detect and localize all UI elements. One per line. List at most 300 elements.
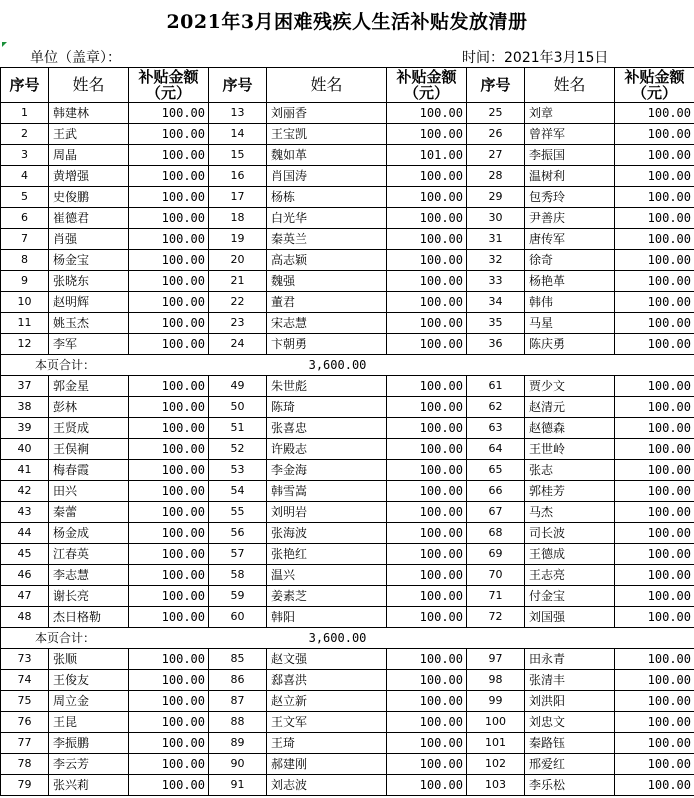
subtotal-label: 本页合计： (1, 355, 209, 376)
name-cell[interactable]: 王德成 (525, 544, 615, 565)
name-cell[interactable]: 刘明岩 (267, 502, 387, 523)
amount-cell[interactable]: 100.00 (129, 229, 209, 250)
name-cell[interactable]: 韩雪嵩 (267, 481, 387, 502)
name-cell[interactable]: 李振鹏 (49, 733, 129, 754)
seq-cell[interactable]: 73 (1, 649, 49, 670)
seq-cell[interactable]: 67 (467, 502, 525, 523)
seq-cell[interactable]: 1 (1, 103, 49, 124)
name-cell[interactable]: 张晓东 (49, 271, 129, 292)
time-label: 时间： (462, 50, 504, 66)
name-cell[interactable]: 贾少文 (525, 376, 615, 397)
amount-cell[interactable]: 100.00 (387, 502, 467, 523)
amount-cell[interactable]: 100.00 (129, 544, 209, 565)
amount-cell[interactable]: 100.00 (387, 712, 467, 733)
name-cell[interactable]: 王志亮 (525, 565, 615, 586)
seq-cell[interactable]: 65 (467, 460, 525, 481)
amount-cell[interactable]: 100.00 (129, 481, 209, 502)
seq-cell[interactable]: 56 (209, 523, 267, 544)
amount-cell[interactable]: 100.00 (387, 187, 467, 208)
seq-cell[interactable]: 11 (1, 313, 49, 334)
amount-cell[interactable]: 100.00 (615, 775, 694, 796)
seq-cell[interactable]: 15 (209, 145, 267, 166)
seq-cell[interactable]: 87 (209, 691, 267, 712)
seq-cell[interactable]: 39 (1, 418, 49, 439)
name-cell[interactable]: 张清丰 (525, 670, 615, 691)
seq-cell[interactable]: 31 (467, 229, 525, 250)
name-cell[interactable]: 包秀玲 (525, 187, 615, 208)
name-cell[interactable]: 王俣裥 (49, 439, 129, 460)
seq-cell[interactable]: 58 (209, 565, 267, 586)
amount-cell[interactable]: 100.00 (129, 754, 209, 775)
amount-cell[interactable]: 100.00 (387, 733, 467, 754)
name-cell[interactable]: 杨金宝 (49, 250, 129, 271)
name-cell[interactable]: 尹善庆 (525, 208, 615, 229)
seq-cell[interactable]: 13 (209, 103, 267, 124)
seq-cell[interactable]: 46 (1, 565, 49, 586)
amount-cell[interactable]: 100.00 (615, 565, 694, 586)
amount-cell[interactable]: 100.00 (387, 208, 467, 229)
amount-cell[interactable]: 100.00 (387, 670, 467, 691)
name-cell[interactable]: 郭金星 (49, 376, 129, 397)
amount-cell[interactable]: 100.00 (615, 439, 694, 460)
amount-cell[interactable]: 100.00 (387, 439, 467, 460)
name-cell[interactable]: 田兴 (49, 481, 129, 502)
name-cell[interactable]: 江春英 (49, 544, 129, 565)
amount-cell[interactable]: 100.00 (615, 376, 694, 397)
amount-cell[interactable]: 100.00 (615, 229, 694, 250)
amount-cell[interactable]: 100.00 (387, 691, 467, 712)
amount-cell[interactable]: 100.00 (615, 187, 694, 208)
seq-cell[interactable]: 45 (1, 544, 49, 565)
table-row (1, 460, 694, 481)
name-cell[interactable]: 韩阳 (267, 607, 387, 628)
header-seq: 序号 (1, 68, 49, 103)
amount-cell[interactable]: 100.00 (129, 313, 209, 334)
amount-cell[interactable]: 100.00 (387, 397, 467, 418)
amount-cell[interactable]: 100.00 (615, 733, 694, 754)
name-cell[interactable]: 肖强 (49, 229, 129, 250)
seq-cell[interactable]: 12 (1, 334, 49, 355)
name-cell[interactable]: 姜素芝 (267, 586, 387, 607)
seq-cell[interactable]: 54 (209, 481, 267, 502)
name-cell[interactable]: 赵明辉 (49, 292, 129, 313)
amount-cell[interactable]: 100.00 (615, 166, 694, 187)
amount-cell[interactable]: 100.00 (387, 250, 467, 271)
seq-cell[interactable]: 55 (209, 502, 267, 523)
seq-cell[interactable]: 66 (467, 481, 525, 502)
seq-cell[interactable]: 23 (209, 313, 267, 334)
name-cell[interactable]: 崔德君 (49, 208, 129, 229)
name-cell[interactable]: 姚玉杰 (49, 313, 129, 334)
amount-cell[interactable]: 100.00 (129, 586, 209, 607)
seq-cell[interactable]: 49 (209, 376, 267, 397)
amount-cell[interactable]: 100.00 (387, 586, 467, 607)
name-cell[interactable]: 郭桂芳 (525, 481, 615, 502)
name-cell[interactable]: 刘丽香 (267, 103, 387, 124)
seq-cell[interactable]: 72 (467, 607, 525, 628)
seq-cell[interactable]: 103 (467, 775, 525, 796)
seq-cell[interactable]: 57 (209, 544, 267, 565)
seq-cell[interactable]: 36 (467, 334, 525, 355)
amount-cell[interactable]: 100.00 (387, 271, 467, 292)
amount-cell[interactable]: 100.00 (129, 187, 209, 208)
name-cell[interactable]: 梅春霞 (49, 460, 129, 481)
amount-cell[interactable]: 100.00 (129, 670, 209, 691)
seq-cell[interactable]: 8 (1, 250, 49, 271)
name-cell[interactable]: 杨艳革 (525, 271, 615, 292)
amount-cell[interactable]: 100.00 (129, 775, 209, 796)
amount-cell[interactable]: 100.00 (615, 145, 694, 166)
name-cell[interactable]: 郝建刚 (267, 754, 387, 775)
seq-cell[interactable]: 34 (467, 292, 525, 313)
seq-cell[interactable]: 26 (467, 124, 525, 145)
amount-cell[interactable]: 100.00 (387, 460, 467, 481)
amount-cell[interactable]: 100.00 (387, 544, 467, 565)
amount-cell[interactable]: 100.00 (129, 649, 209, 670)
name-cell[interactable]: 朱世彪 (267, 376, 387, 397)
seq-cell[interactable]: 90 (209, 754, 267, 775)
amount-cell[interactable]: 100.00 (615, 544, 694, 565)
subtotal-value[interactable]: 3,600.00 (209, 355, 467, 376)
amount-cell[interactable]: 100.00 (615, 607, 694, 628)
seq-cell[interactable]: 7 (1, 229, 49, 250)
table-row (1, 418, 694, 439)
seq-cell[interactable]: 38 (1, 397, 49, 418)
amount-cell[interactable]: 100.00 (615, 481, 694, 502)
seq-cell[interactable]: 48 (1, 607, 49, 628)
name-cell[interactable]: 李金海 (267, 460, 387, 481)
name-cell[interactable]: 徐奇 (525, 250, 615, 271)
seq-cell[interactable]: 85 (209, 649, 267, 670)
seq-cell[interactable]: 24 (209, 334, 267, 355)
name-cell[interactable]: 王武 (49, 124, 129, 145)
name-cell[interactable]: 王昆 (49, 712, 129, 733)
amount-cell[interactable]: 100.00 (387, 649, 467, 670)
name-cell[interactable]: 付金宝 (525, 586, 615, 607)
amount-cell[interactable]: 100.00 (615, 313, 694, 334)
name-cell[interactable]: 秦路钰 (525, 733, 615, 754)
name-cell[interactable]: 史俊鹏 (49, 187, 129, 208)
name-cell[interactable]: 杨栋 (267, 187, 387, 208)
name-cell[interactable]: 张喜忠 (267, 418, 387, 439)
seq-cell[interactable]: 9 (1, 271, 49, 292)
amount-cell[interactable]: 100.00 (387, 376, 467, 397)
name-cell[interactable]: 司长波 (525, 523, 615, 544)
seq-cell[interactable]: 71 (467, 586, 525, 607)
seq-cell[interactable]: 5 (1, 187, 49, 208)
amount-cell[interactable]: 100.00 (129, 733, 209, 754)
amount-cell[interactable]: 100.00 (387, 607, 467, 628)
name-cell[interactable]: 杨金成 (49, 523, 129, 544)
name-cell[interactable]: 唐传军 (525, 229, 615, 250)
seq-cell[interactable]: 47 (1, 586, 49, 607)
table-row (1, 670, 694, 691)
seq-cell[interactable]: 69 (467, 544, 525, 565)
seq-cell[interactable]: 78 (1, 754, 49, 775)
seq-cell[interactable]: 14 (209, 124, 267, 145)
seq-cell[interactable]: 100 (467, 712, 525, 733)
seq-cell[interactable]: 97 (467, 649, 525, 670)
name-cell[interactable]: 刘洪阳 (525, 691, 615, 712)
seq-cell[interactable]: 60 (209, 607, 267, 628)
amount-cell[interactable]: 100.00 (129, 502, 209, 523)
seq-cell[interactable]: 79 (1, 775, 49, 796)
amount-cell[interactable]: 100.00 (387, 334, 467, 355)
amount-cell[interactable]: 100.00 (615, 124, 694, 145)
amount-cell[interactable]: 100.00 (387, 418, 467, 439)
name-cell[interactable]: 李振国 (525, 145, 615, 166)
name-cell[interactable]: 宋志慧 (267, 313, 387, 334)
amount-cell[interactable]: 100.00 (387, 166, 467, 187)
amount-cell[interactable]: 100.00 (615, 586, 694, 607)
amount-cell[interactable]: 100.00 (129, 334, 209, 355)
seq-cell[interactable]: 53 (209, 460, 267, 481)
name-cell[interactable]: 刘国强 (525, 607, 615, 628)
table-row (1, 229, 694, 250)
name-cell[interactable]: 田永青 (525, 649, 615, 670)
name-cell[interactable]: 高志颖 (267, 250, 387, 271)
seq-cell[interactable]: 59 (209, 586, 267, 607)
amount-cell[interactable]: 100.00 (129, 712, 209, 733)
seq-cell[interactable]: 27 (467, 145, 525, 166)
name-cell[interactable]: 张海波 (267, 523, 387, 544)
name-cell[interactable]: 刘志波 (267, 775, 387, 796)
name-cell[interactable]: 陈琦 (267, 397, 387, 418)
table-row (1, 607, 694, 628)
amount-cell[interactable]: 100.00 (129, 607, 209, 628)
name-cell[interactable]: 赵立新 (267, 691, 387, 712)
name-cell[interactable]: 秦英兰 (267, 229, 387, 250)
amount-cell[interactable]: 100.00 (387, 481, 467, 502)
amount-cell[interactable]: 100.00 (129, 691, 209, 712)
seq-cell[interactable]: 70 (467, 565, 525, 586)
seq-cell[interactable]: 74 (1, 670, 49, 691)
name-cell[interactable]: 谢长亮 (49, 586, 129, 607)
seq-cell[interactable]: 88 (209, 712, 267, 733)
amount-cell[interactable]: 100.00 (387, 523, 467, 544)
seq-cell[interactable]: 76 (1, 712, 49, 733)
name-cell[interactable]: 王俊友 (49, 670, 129, 691)
name-cell[interactable]: 张兴莉 (49, 775, 129, 796)
seq-cell[interactable]: 101 (467, 733, 525, 754)
seq-cell[interactable]: 86 (209, 670, 267, 691)
amount-cell[interactable]: 100.00 (129, 439, 209, 460)
amount-cell[interactable]: 100.00 (615, 418, 694, 439)
seq-cell[interactable]: 35 (467, 313, 525, 334)
seq-cell[interactable]: 40 (1, 439, 49, 460)
seq-cell[interactable]: 51 (209, 418, 267, 439)
table-row (1, 271, 694, 292)
table-row (1, 376, 694, 397)
seq-cell[interactable]: 91 (209, 775, 267, 796)
name-cell[interactable]: 郄喜洪 (267, 670, 387, 691)
name-cell[interactable]: 许殿志 (267, 439, 387, 460)
seq-cell[interactable]: 19 (209, 229, 267, 250)
amount-cell[interactable]: 100.00 (615, 208, 694, 229)
name-cell[interactable]: 卞朝勇 (267, 334, 387, 355)
seq-cell[interactable]: 33 (467, 271, 525, 292)
name-cell[interactable]: 温兴 (267, 565, 387, 586)
header-amount: 补贴金额（元） (387, 68, 467, 103)
amount-cell[interactable]: 100.00 (129, 460, 209, 481)
seq-cell[interactable]: 3 (1, 145, 49, 166)
name-cell[interactable]: 马星 (525, 313, 615, 334)
amount-cell[interactable]: 100.00 (387, 292, 467, 313)
amount-cell[interactable]: 100.00 (615, 649, 694, 670)
amount-cell[interactable]: 100.00 (615, 397, 694, 418)
amount-cell[interactable]: 100.00 (387, 775, 467, 796)
amount-cell[interactable]: 100.00 (129, 103, 209, 124)
name-cell[interactable]: 刘章 (525, 103, 615, 124)
amount-cell[interactable]: 100.00 (129, 292, 209, 313)
amount-cell[interactable]: 100.00 (615, 754, 694, 775)
table-row (1, 292, 694, 313)
seq-cell[interactable]: 44 (1, 523, 49, 544)
amount-cell[interactable]: 100.00 (387, 124, 467, 145)
name-cell[interactable]: 王贤成 (49, 418, 129, 439)
seq-cell[interactable]: 42 (1, 481, 49, 502)
amount-cell[interactable]: 100.00 (129, 124, 209, 145)
amount-cell[interactable]: 100.00 (387, 313, 467, 334)
amount-cell[interactable]: 100.00 (387, 229, 467, 250)
name-cell[interactable]: 黄增强 (49, 166, 129, 187)
name-cell[interactable]: 王世岭 (525, 439, 615, 460)
seq-cell[interactable]: 52 (209, 439, 267, 460)
seq-cell[interactable]: 50 (209, 397, 267, 418)
amount-cell[interactable]: 100.00 (129, 565, 209, 586)
name-cell[interactable]: 温树利 (525, 166, 615, 187)
seq-cell[interactable]: 37 (1, 376, 49, 397)
amount-cell[interactable]: 100.00 (129, 250, 209, 271)
amount-cell[interactable]: 100.00 (615, 250, 694, 271)
name-cell[interactable]: 秦蕾 (49, 502, 129, 523)
seq-cell[interactable]: 18 (209, 208, 267, 229)
amount-cell[interactable]: 101.00 (387, 145, 467, 166)
name-cell[interactable]: 马杰 (525, 502, 615, 523)
seq-cell[interactable]: 64 (467, 439, 525, 460)
name-cell[interactable]: 魏强 (267, 271, 387, 292)
seq-cell[interactable]: 99 (467, 691, 525, 712)
name-cell[interactable]: 董君 (267, 292, 387, 313)
subtotal-value[interactable]: 3,600.00 (209, 628, 467, 649)
name-cell[interactable]: 张志 (525, 460, 615, 481)
name-cell[interactable]: 陈庆勇 (525, 334, 615, 355)
name-cell[interactable]: 肖国涛 (267, 166, 387, 187)
name-cell[interactable]: 赵清元 (525, 397, 615, 418)
seq-cell[interactable]: 63 (467, 418, 525, 439)
amount-cell[interactable]: 100.00 (129, 145, 209, 166)
name-cell[interactable]: 张艳红 (267, 544, 387, 565)
amount-cell[interactable]: 100.00 (387, 754, 467, 775)
table-row (1, 166, 694, 187)
amount-cell[interactable]: 100.00 (615, 670, 694, 691)
table-row (1, 334, 694, 355)
amount-cell[interactable]: 100.00 (129, 523, 209, 544)
amount-cell[interactable]: 100.00 (615, 103, 694, 124)
amount-cell[interactable]: 100.00 (129, 208, 209, 229)
name-cell[interactable]: 李志慧 (49, 565, 129, 586)
seq-cell[interactable]: 10 (1, 292, 49, 313)
seq-cell[interactable]: 30 (467, 208, 525, 229)
name-cell[interactable]: 李军 (49, 334, 129, 355)
name-cell[interactable]: 彭林 (49, 397, 129, 418)
amount-cell[interactable]: 100.00 (129, 376, 209, 397)
seq-cell[interactable]: 62 (467, 397, 525, 418)
seq-cell[interactable]: 98 (467, 670, 525, 691)
name-cell[interactable]: 韩伟 (525, 292, 615, 313)
seq-cell[interactable]: 25 (467, 103, 525, 124)
seq-cell[interactable]: 2 (1, 124, 49, 145)
name-cell[interactable]: 李乐松 (525, 775, 615, 796)
seq-cell[interactable]: 21 (209, 271, 267, 292)
name-cell[interactable]: 白光华 (267, 208, 387, 229)
amount-cell[interactable]: 100.00 (387, 103, 467, 124)
amount-cell[interactable]: 100.00 (615, 523, 694, 544)
seq-cell[interactable]: 28 (467, 166, 525, 187)
name-cell[interactable]: 王文军 (267, 712, 387, 733)
amount-cell[interactable]: 100.00 (129, 166, 209, 187)
seq-cell[interactable]: 17 (209, 187, 267, 208)
seq-cell[interactable]: 75 (1, 691, 49, 712)
name-cell[interactable]: 周立金 (49, 691, 129, 712)
name-cell[interactable]: 王宝凯 (267, 124, 387, 145)
amount-cell[interactable]: 100.00 (615, 460, 694, 481)
amount-cell[interactable]: 100.00 (129, 271, 209, 292)
seq-cell[interactable]: 61 (467, 376, 525, 397)
name-cell[interactable]: 魏如革 (267, 145, 387, 166)
name-cell[interactable]: 曾祥军 (525, 124, 615, 145)
name-cell[interactable]: 赵文强 (267, 649, 387, 670)
seq-cell[interactable]: 16 (209, 166, 267, 187)
amount-cell[interactable]: 100.00 (615, 502, 694, 523)
name-cell[interactable]: 张顺 (49, 649, 129, 670)
amount-cell[interactable]: 100.00 (615, 271, 694, 292)
meta-row (0, 45, 694, 67)
seq-cell[interactable]: 32 (467, 250, 525, 271)
seq-cell[interactable]: 22 (209, 292, 267, 313)
table-row (1, 313, 694, 334)
seq-cell[interactable]: 89 (209, 733, 267, 754)
unit-label: 单位（盖章）： (30, 50, 121, 66)
name-cell[interactable]: 刘忠文 (525, 712, 615, 733)
seq-cell[interactable]: 68 (467, 523, 525, 544)
amount-cell[interactable]: 100.00 (615, 292, 694, 313)
seq-cell[interactable]: 41 (1, 460, 49, 481)
name-cell[interactable]: 李云芳 (49, 754, 129, 775)
seq-cell[interactable]: 102 (467, 754, 525, 775)
amount-cell[interactable]: 100.00 (387, 565, 467, 586)
seq-cell[interactable]: 20 (209, 250, 267, 271)
name-cell[interactable]: 韩建林 (49, 103, 129, 124)
name-cell[interactable]: 邢爱红 (525, 754, 615, 775)
seq-cell[interactable]: 6 (1, 208, 49, 229)
seq-cell[interactable]: 4 (1, 166, 49, 187)
subsidy-table (0, 67, 694, 796)
amount-cell[interactable]: 100.00 (615, 691, 694, 712)
amount-cell[interactable]: 100.00 (129, 418, 209, 439)
seq-cell[interactable]: 29 (467, 187, 525, 208)
seq-cell[interactable]: 77 (1, 733, 49, 754)
name-cell[interactable]: 周晶 (49, 145, 129, 166)
header-seq: 序号 (209, 68, 267, 103)
amount-cell[interactable]: 100.00 (129, 397, 209, 418)
name-cell[interactable]: 王琦 (267, 733, 387, 754)
name-cell[interactable]: 杰日格勒 (49, 607, 129, 628)
amount-cell[interactable]: 100.00 (615, 712, 694, 733)
name-cell[interactable]: 赵德森 (525, 418, 615, 439)
amount-cell[interactable]: 100.00 (615, 334, 694, 355)
seq-cell[interactable]: 43 (1, 502, 49, 523)
